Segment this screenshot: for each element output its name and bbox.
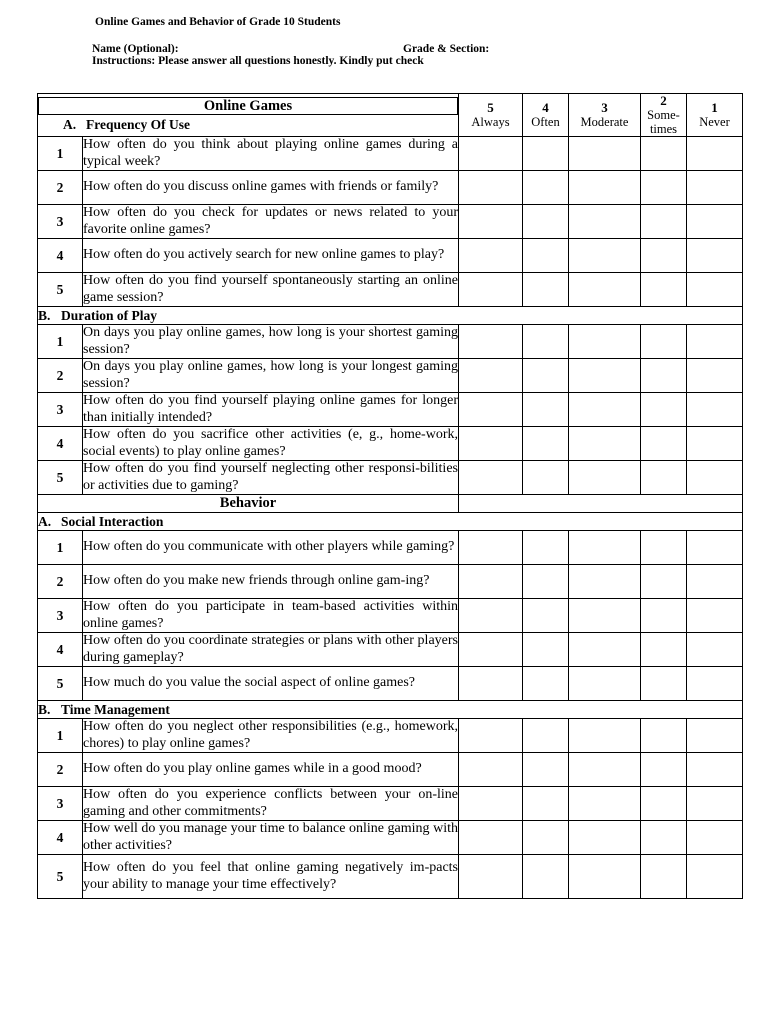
check-cell-1[interactable] xyxy=(687,599,743,633)
question-text: How often do you make new friends through online gam-ing? xyxy=(83,565,459,599)
question-row xyxy=(38,599,743,633)
check-cell-3[interactable] xyxy=(569,427,641,461)
check-cell-4[interactable] xyxy=(523,787,569,821)
check-cell-1[interactable] xyxy=(687,393,743,427)
scale-number: 4 xyxy=(542,100,549,115)
scale-label: Never xyxy=(699,115,730,129)
check-cell-2[interactable] xyxy=(641,855,687,899)
check-cell-5[interactable] xyxy=(459,753,523,787)
check-cell-5[interactable] xyxy=(459,461,523,495)
scale-number: 3 xyxy=(601,100,608,115)
check-cell-2[interactable] xyxy=(641,821,687,855)
check-cell-3[interactable] xyxy=(569,171,641,205)
question-text: How often do you coordinate strategies or plans with other players during gameplay? xyxy=(83,633,458,665)
scale-number: 1 xyxy=(711,100,718,115)
scale-number: 2 xyxy=(660,93,667,108)
question-row xyxy=(38,359,743,393)
question-row xyxy=(38,325,743,359)
scale-label: Moderate xyxy=(580,115,629,129)
check-cell-1[interactable] xyxy=(687,565,743,599)
question-text: How often do you feel that online gaming negatively im-pacts your ability to manage your time effectively? xyxy=(83,855,459,899)
check-cell-2[interactable] xyxy=(641,171,687,205)
question-text: How often do you communicate with other players while gaming? xyxy=(83,531,459,565)
band-heading: Behavior xyxy=(38,495,459,513)
section-heading-row xyxy=(38,307,743,325)
check-cell-1[interactable] xyxy=(687,171,743,205)
question-number: 2 xyxy=(38,565,83,599)
check-cell-3[interactable] xyxy=(569,753,641,787)
question-text: How often do you find yourself neglecting other responsi-bilities or activities due to gaming? xyxy=(83,461,458,493)
check-cell-4[interactable] xyxy=(523,821,569,855)
check-cell-5[interactable] xyxy=(459,239,523,273)
check-cell-3[interactable] xyxy=(569,719,641,753)
question-number: 1 xyxy=(38,719,83,753)
check-cell-2[interactable] xyxy=(641,325,687,359)
check-cell-3[interactable] xyxy=(569,633,641,667)
check-cell-2[interactable] xyxy=(641,565,687,599)
question-number: 1 xyxy=(38,531,83,565)
check-cell-5[interactable] xyxy=(459,137,523,171)
question-row xyxy=(38,137,743,171)
check-cell-2[interactable] xyxy=(641,531,687,565)
question-row xyxy=(38,855,743,899)
question-text: How often do you find yourself playing online games for longer than initially intended? xyxy=(83,393,458,425)
check-cell-5[interactable] xyxy=(459,667,523,701)
check-cell-5[interactable] xyxy=(459,325,523,359)
check-cell-2[interactable] xyxy=(641,427,687,461)
question-text: How often do you discuss online games with friends or family? xyxy=(83,171,459,205)
question-row xyxy=(38,393,743,427)
check-cell-4[interactable] xyxy=(523,205,569,239)
question-text: How often do you think about playing online games during a typical week? xyxy=(83,137,458,169)
question-row xyxy=(38,171,743,205)
check-cell-5[interactable] xyxy=(459,427,523,461)
question-row xyxy=(38,787,743,821)
check-cell-2[interactable] xyxy=(641,787,687,821)
check-cell-3[interactable] xyxy=(569,565,641,599)
check-cell-5[interactable] xyxy=(459,855,523,899)
check-cell-3[interactable] xyxy=(569,273,641,307)
scale-header-3 xyxy=(569,94,641,137)
check-cell-5[interactable] xyxy=(459,565,523,599)
check-cell-1[interactable] xyxy=(687,461,743,495)
check-cell-1[interactable] xyxy=(687,239,743,273)
check-cell-3[interactable] xyxy=(569,855,641,899)
section-heading xyxy=(38,701,743,719)
question-text: How often do you actively search for new online games to play? xyxy=(83,239,459,273)
check-cell-4[interactable] xyxy=(523,427,569,461)
question-row xyxy=(38,667,743,701)
check-cell-2[interactable] xyxy=(641,239,687,273)
check-cell-4[interactable] xyxy=(523,137,569,171)
question-text: How often do you check for updates or news related to your favorite online games? xyxy=(83,205,458,237)
scale-header-1 xyxy=(687,94,743,137)
check-cell-5[interactable] xyxy=(459,633,523,667)
section-title: Social Interaction xyxy=(61,513,164,529)
question-number: 1 xyxy=(38,137,83,171)
check-cell-1[interactable] xyxy=(687,719,743,753)
check-cell-4[interactable] xyxy=(523,531,569,565)
section-heading-row xyxy=(38,513,743,531)
check-cell-5[interactable] xyxy=(459,359,523,393)
survey-table xyxy=(37,93,743,899)
check-cell-4[interactable] xyxy=(523,273,569,307)
question-number: 2 xyxy=(38,753,83,787)
question-number: 4 xyxy=(38,633,83,667)
instructions: Instructions: Please answer all questions honestly. Kindly put check xyxy=(92,55,424,67)
question-number: 3 xyxy=(38,393,83,427)
check-cell-5[interactable] xyxy=(459,273,523,307)
question-number: 3 xyxy=(38,787,83,821)
online-games-heading: Online Games xyxy=(38,97,458,115)
question-row xyxy=(38,461,743,495)
section-heading xyxy=(38,115,458,133)
question-text: How often do you play online games while in a good mood? xyxy=(83,753,459,787)
question-number: 4 xyxy=(38,427,83,461)
section-title: Frequency Of Use xyxy=(86,117,190,132)
check-cell-1[interactable] xyxy=(687,633,743,667)
check-cell-5[interactable] xyxy=(459,719,523,753)
question-number: 3 xyxy=(38,205,83,239)
scale-number: 5 xyxy=(487,100,494,115)
check-cell-2[interactable] xyxy=(641,633,687,667)
check-cell-4[interactable] xyxy=(523,171,569,205)
scale-header-2 xyxy=(641,94,687,137)
scale-header-4 xyxy=(523,94,569,137)
check-cell-3[interactable] xyxy=(569,325,641,359)
question-row xyxy=(38,719,743,753)
check-cell-4[interactable] xyxy=(523,461,569,495)
question-text: How often do you neglect other responsibilities (e.g., homework, chores) to play online games? xyxy=(83,719,458,751)
check-cell-2[interactable] xyxy=(641,137,687,171)
check-cell-1[interactable] xyxy=(687,273,743,307)
check-cell-4[interactable] xyxy=(523,633,569,667)
question-row xyxy=(38,273,743,307)
check-cell-5[interactable] xyxy=(459,393,523,427)
behavior-band-row xyxy=(38,495,743,513)
section-heading xyxy=(38,513,743,531)
check-cell-1[interactable] xyxy=(687,359,743,393)
check-cell-4[interactable] xyxy=(523,325,569,359)
check-cell-4[interactable] xyxy=(523,359,569,393)
check-cell-3[interactable] xyxy=(569,239,641,273)
check-cell-5[interactable] xyxy=(459,787,523,821)
check-cell-2[interactable] xyxy=(641,461,687,495)
name-field-label: Name (Optional): xyxy=(92,43,179,55)
question-number: 4 xyxy=(38,821,83,855)
check-cell-3[interactable] xyxy=(569,531,641,565)
check-cell-2[interactable] xyxy=(641,667,687,701)
check-cell-3[interactable] xyxy=(569,205,641,239)
check-cell-2[interactable] xyxy=(641,205,687,239)
check-cell-2[interactable] xyxy=(641,599,687,633)
header-cell xyxy=(38,94,459,137)
question-text: How often do you experience conflicts between your on-line gaming and other commitments? xyxy=(83,787,458,819)
check-cell-2[interactable] xyxy=(641,393,687,427)
check-cell-1[interactable] xyxy=(687,325,743,359)
check-cell-1[interactable] xyxy=(687,427,743,461)
scale-header-5 xyxy=(459,94,523,137)
question-text: How often do you sacrifice other activities (e, g., home-work, social events) to play online games? xyxy=(83,427,458,459)
question-row xyxy=(38,565,743,599)
scale-label: Some-times xyxy=(647,108,680,136)
check-cell-4[interactable] xyxy=(523,753,569,787)
check-cell-2[interactable] xyxy=(641,359,687,393)
check-cell-3[interactable] xyxy=(569,393,641,427)
check-cell-1[interactable] xyxy=(687,667,743,701)
section-letter: A. xyxy=(38,513,52,529)
question-number: 4 xyxy=(38,239,83,273)
question-text: How often do you participate in team-based activities within online games? xyxy=(83,599,458,631)
check-cell-3[interactable] xyxy=(569,359,641,393)
grade-section-label: Grade & Section: xyxy=(403,43,490,55)
check-cell-4[interactable] xyxy=(523,719,569,753)
question-text: On days you play online games, how long is your longest gaming session? xyxy=(83,359,458,391)
question-number: 5 xyxy=(38,273,83,307)
check-cell-1[interactable] xyxy=(687,855,743,899)
question-row xyxy=(38,531,743,565)
question-text: How much do you value the social aspect of online games? xyxy=(83,667,459,701)
check-cell-4[interactable] xyxy=(523,667,569,701)
check-cell-1[interactable] xyxy=(687,205,743,239)
question-number: 5 xyxy=(38,461,83,495)
check-cell-4[interactable] xyxy=(523,393,569,427)
check-cell-5[interactable] xyxy=(459,205,523,239)
question-number: 5 xyxy=(38,667,83,701)
question-number: 3 xyxy=(38,599,83,633)
check-cell-3[interactable] xyxy=(569,787,641,821)
question-number: 2 xyxy=(38,171,83,205)
question-row xyxy=(38,753,743,787)
check-cell-1[interactable] xyxy=(687,787,743,821)
scale-label: Often xyxy=(531,115,560,129)
section-title: Duration of Play xyxy=(61,307,157,323)
question-row xyxy=(38,821,743,855)
check-cell-2[interactable] xyxy=(641,273,687,307)
check-cell-4[interactable] xyxy=(523,599,569,633)
section-title: Time Management xyxy=(61,701,170,717)
question-text: How often do you find yourself spontaneously starting an online game session? xyxy=(83,273,458,305)
check-cell-5[interactable] xyxy=(459,531,523,565)
section-letter: A. xyxy=(63,117,77,132)
section-letter: B. xyxy=(38,701,51,717)
question-row xyxy=(38,427,743,461)
page-title: Online Games and Behavior of Grade 10 Students xyxy=(95,16,341,28)
question-number: 2 xyxy=(38,359,83,393)
question-text: On days you play online games, how long is your shortest gaming session? xyxy=(83,325,458,357)
check-cell-1[interactable] xyxy=(687,753,743,787)
check-cell-2[interactable] xyxy=(641,719,687,753)
question-row xyxy=(38,633,743,667)
question-row xyxy=(38,205,743,239)
question-number: 5 xyxy=(38,855,83,899)
check-cell-5[interactable] xyxy=(459,599,523,633)
scale-header-row xyxy=(38,94,743,137)
check-cell-3[interactable] xyxy=(569,667,641,701)
question-number: 1 xyxy=(38,325,83,359)
question-row xyxy=(38,239,743,273)
check-cell-4[interactable] xyxy=(523,855,569,899)
check-cell-1[interactable] xyxy=(687,531,743,565)
check-cell-5[interactable] xyxy=(459,171,523,205)
check-cell-5[interactable] xyxy=(459,821,523,855)
section-letter: B. xyxy=(38,307,51,323)
check-cell-3[interactable] xyxy=(569,461,641,495)
check-cell-1[interactable] xyxy=(687,821,743,855)
section-heading xyxy=(38,307,743,325)
check-cell-4[interactable] xyxy=(523,239,569,273)
question-text: How well do you manage your time to balance online gaming with other activities? xyxy=(83,821,458,853)
scale-label: Always xyxy=(471,115,510,129)
check-cell-3[interactable] xyxy=(569,137,641,171)
check-cell-3[interactable] xyxy=(569,821,641,855)
band-blank-cell xyxy=(459,495,743,513)
check-cell-1[interactable] xyxy=(687,137,743,171)
check-cell-3[interactable] xyxy=(569,599,641,633)
check-cell-4[interactable] xyxy=(523,565,569,599)
check-cell-2[interactable] xyxy=(641,753,687,787)
section-heading-row xyxy=(38,701,743,719)
